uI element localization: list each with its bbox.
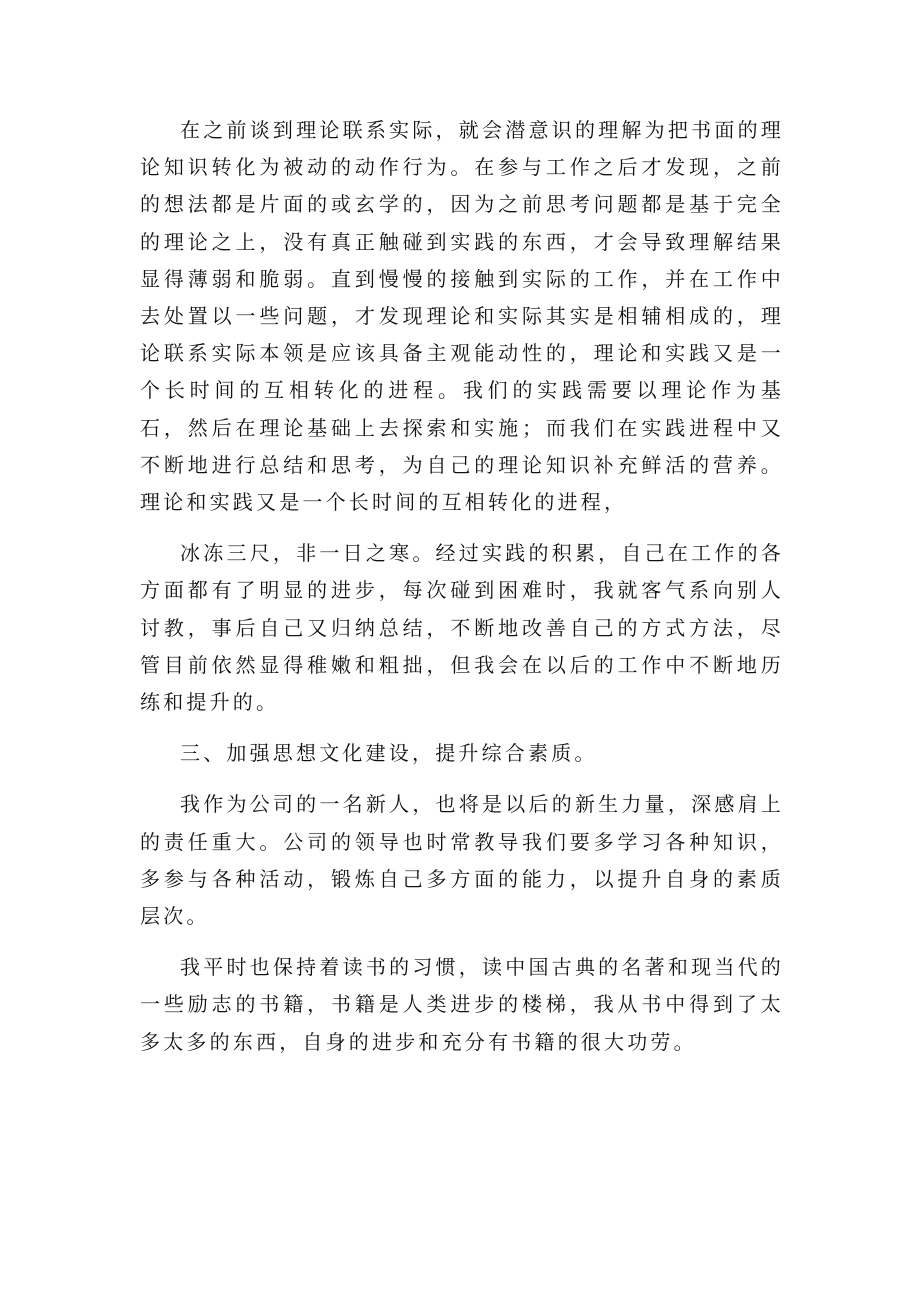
section-heading-culture: 三、加强思想文化建设，提升综合素质。 bbox=[180, 741, 598, 766]
paragraph-theory-practice: 在之前谈到理论联系实际，就会潜意识的理解为把书面的理论知识转化为被动的动作行为。在参与工作之后才发现，之前的想法都是片面的或玄学的，因为之前思考问题都是基于完全的理论之上，没有真正触碰到实践的东西，才会导致理解结果显得薄弱和脆弱。直到慢慢的接触到实际的工作，并在工作中去处置以一些问题，才发现理论和实际其实是相辅相成的，理论联系实际本领是应该具备主观能动性的，理论和实践又是一个长时间的互相转化的进程。我们的实践需要以理论作为基石，然后在理论基础上去探索和实施；而我们在实践进程中又不断地进行总结和思考，为自己的理论知识补充鲜活的营养。理论和实践又是一个长时间的互相转化的进程， bbox=[140, 118, 784, 515]
paragraph-accumulation: 冰冻三尺，非一日之寒。经过实践的积累，自己在工作的各方面都有了明显的进步，每次碰到困难时，我就客气系向别人讨教，事后自己又归纳总结，不断地改善自己的方式方法，尽管目前依然显得稚嫩和粗拙，但我会在以后的工作中不断地历练和提升的。 bbox=[140, 541, 784, 715]
document-body bbox=[140, 112, 784, 1075]
paragraph-new-member: 我作为公司的一名新人，也将是以后的新生力量，深感肩上的责任重大。公司的领导也时常教导我们要多学习各种知识，多参与各种活动，锻炼自己多方面的能力，以提升自身的素质层次。 bbox=[140, 792, 784, 929]
paragraph-reading: 我平时也保持着读书的习惯，读中国古典的名著和现当代的一些励志的书籍，书籍是人类进步的楼梯，我从书中得到了太多太多的东西，自身的进步和充分有书籍的很大功劳。 bbox=[140, 955, 784, 1054]
